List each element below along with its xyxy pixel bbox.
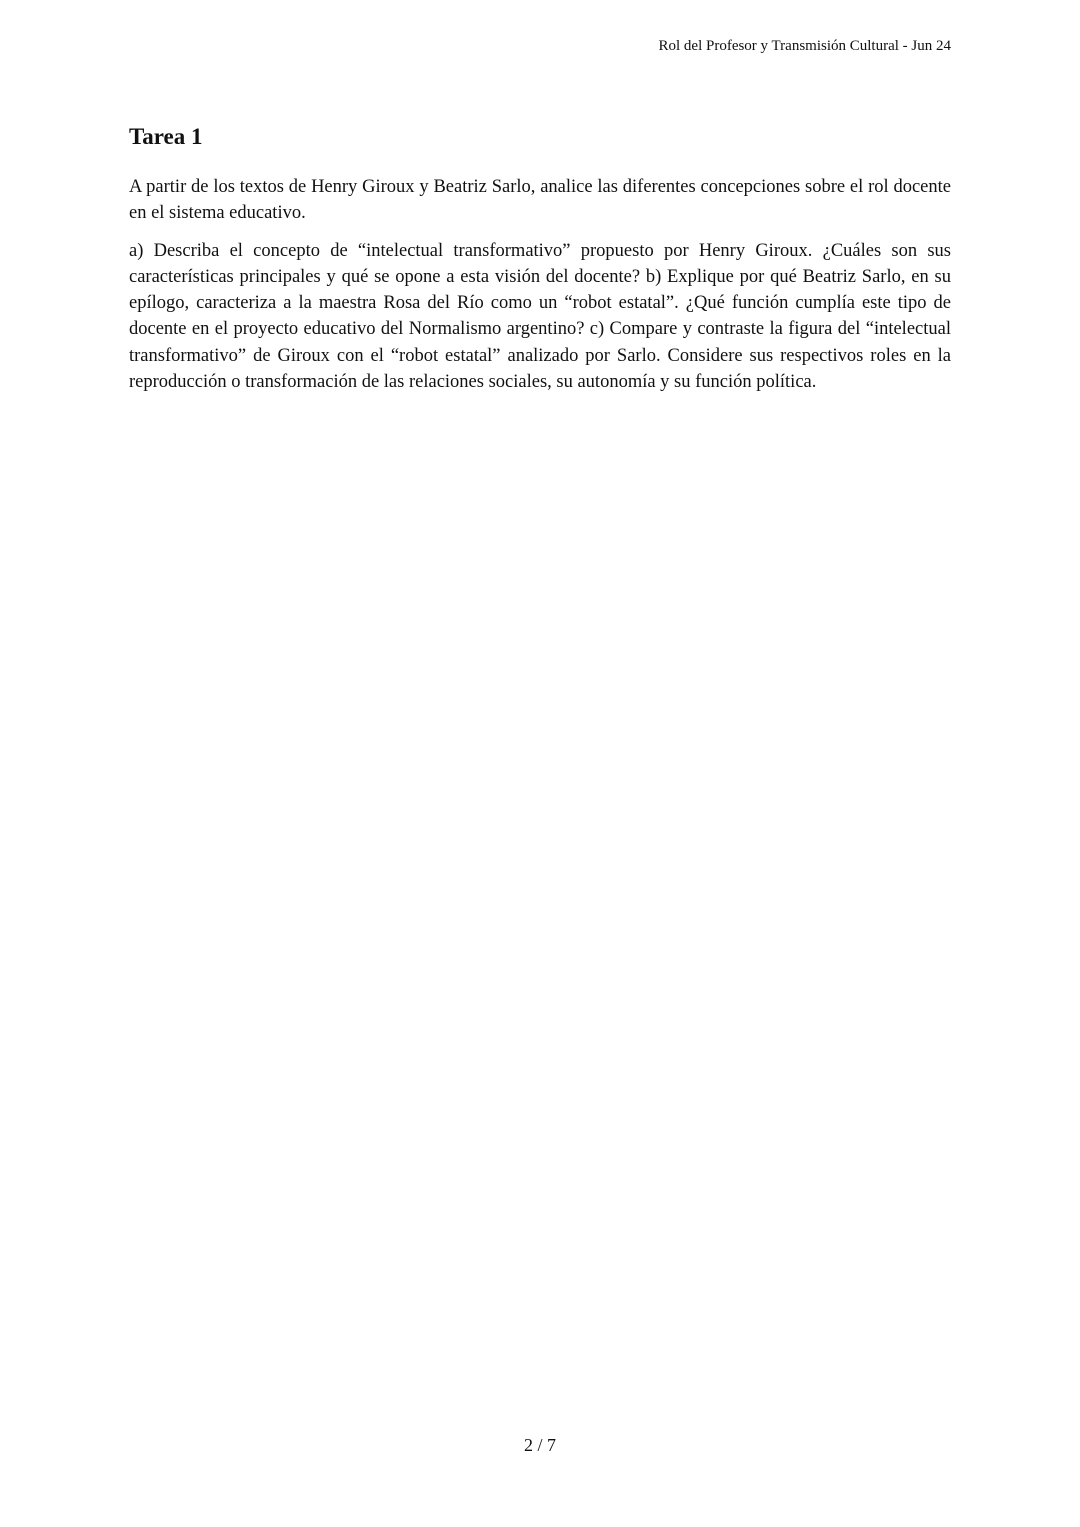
- page-number: 2 / 7: [523, 1435, 556, 1455]
- task-title: Tarea 1: [129, 124, 203, 149]
- task-questions-paragraph: a) Describa el concepto de “intelectual transformativo” propuesto por Henry Giroux. ¿Cuáles son sus características principales y qué se opone a esta visión del docente? b) Explique por qué Beatriz Sarlo, en su epílogo, caracteriza a la maestra Rosa del Río como un “robot estatal”. ¿Qué función cumplía este tipo de docente en el proyecto educativo del Normalismo argentino? c) Compare y contraste la figura del “intelectual transformativo” de Giroux con el “robot estatal” analizado por Sarlo. Considere sus respectivos roles en la reproducción o transformación de las relaciones sociales, su autonomía y su función política.: [129, 240, 951, 393]
- task-intro-paragraph: A partir de los textos de Henry Giroux y Beatriz Sarlo, analice las diferentes concepciones sobre el rol docente en el sistema educativo.: [129, 177, 951, 224]
- main-content: [129, 122, 951, 406]
- running-header-title: Rol del Profesor y Transmisión Cultural - Jun 24: [658, 38, 951, 54]
